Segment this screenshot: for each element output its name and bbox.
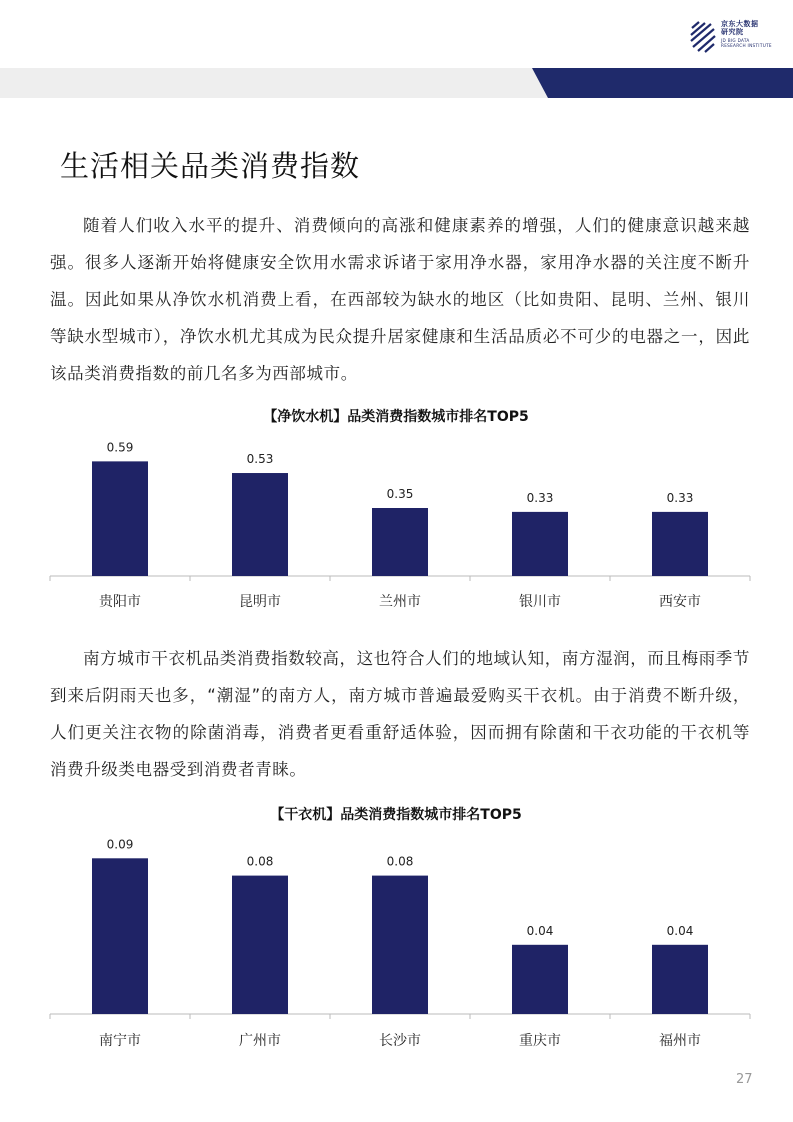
logo-en-text: JD BIG DATA RESEARCH INSTITUTE	[721, 38, 772, 48]
category-label: 南宁市	[99, 1033, 141, 1049]
logo-cn-text: 京东大数据 研究院	[721, 20, 759, 36]
data-label: 0.04	[526, 923, 554, 938]
data-label: 0.08	[386, 854, 414, 869]
category-label: 广州市	[239, 1033, 281, 1049]
bar	[232, 473, 288, 576]
category-label: 贵阳市	[99, 594, 141, 610]
bar	[232, 876, 288, 1014]
data-label: 0.35	[386, 487, 414, 501]
bar	[92, 858, 148, 1014]
data-label: 0.09	[106, 837, 134, 852]
category-label: 西安市	[659, 594, 701, 610]
category-label: 银川市	[519, 594, 561, 610]
logo-mark-icon	[689, 20, 717, 54]
chart-title: 【干衣机】品类消费指数城市排名TOP5	[270, 807, 522, 823]
jd-big-data-logo	[689, 20, 789, 56]
data-label: 0.59	[106, 440, 134, 455]
data-label: 0.33	[526, 490, 554, 505]
data-label: 0.08	[246, 854, 274, 869]
chart-water-purifier	[0, 400, 793, 625]
paragraph-dryer: 南方城市干衣机品类消费指数较高，这也符合人们的地域认知，南方湿润，而且梅雨季节到来后阴雨天也多，“潮湿”的南方人，南方城市普遍最爱购买干衣机。由于消费不断升级，人们更关注衣物的除菌消毒，消费者更看重舒适体验，因而拥有除菌和干衣功能的干衣机等消费升级类电器受到消费者青睐。	[50, 649, 750, 779]
paragraph-water-purifier: 随着人们收入水平的提升、消费倾向的高涨和健康素养的增强，人们的健康意识越来越强。很多人逐渐开始将健康安全饮用水需求诉诸于家用净水器，家用净水器的关注度不断升温。因此如果从净饮水机消费上看，在西部较为缺水的地区（比如贵阳、昆明、兰州、银川等缺水型城市），净饮水机尤其成为民众提升居家健康和生活品质必不可少的电器之一，因此该品类消费指数的前几名多为西部城市。	[50, 216, 750, 383]
category-label: 长沙市	[379, 1033, 421, 1049]
bar	[652, 512, 708, 576]
header-band	[0, 68, 793, 98]
chart-title: 【净饮水机】品类消费指数城市排名TOP5	[263, 409, 529, 425]
bar	[512, 512, 568, 576]
chart-dryer	[0, 798, 793, 1058]
header-band-blue	[532, 68, 793, 98]
header-band-gray	[0, 68, 560, 98]
data-label: 0.33	[666, 490, 694, 505]
category-label: 福州市	[659, 1033, 701, 1049]
bar	[652, 945, 708, 1014]
category-label: 重庆市	[519, 1033, 561, 1049]
bar	[372, 876, 428, 1014]
category-label: 兰州市	[379, 594, 421, 610]
category-label: 昆明市	[239, 594, 281, 610]
bar	[92, 461, 148, 576]
bar	[512, 945, 568, 1014]
data-label: 0.04	[666, 923, 694, 938]
page-number: 27	[736, 1072, 753, 1087]
page-title: 生活相关品类消费指数	[60, 149, 361, 183]
data-label: 0.53	[246, 452, 274, 467]
bar	[372, 508, 428, 576]
